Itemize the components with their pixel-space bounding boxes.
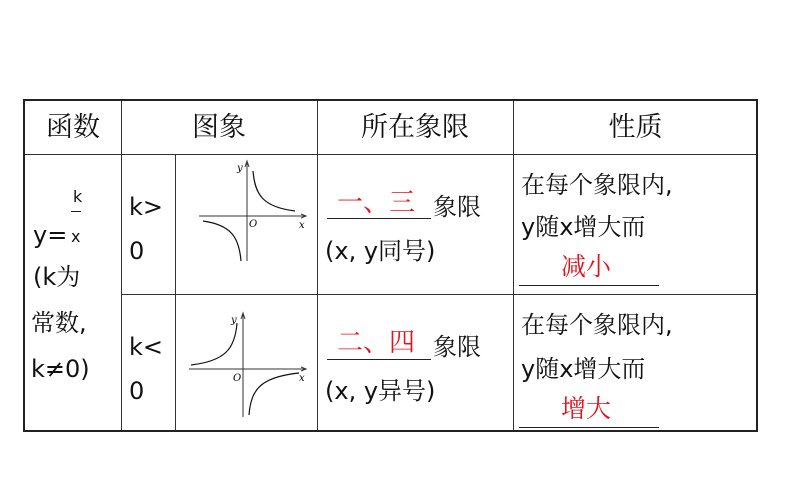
property-blank-1 [519, 285, 659, 286]
y-axis-label: y [231, 315, 237, 326]
function-table [23, 99, 758, 432]
sign-note-1: (x, y同号) [325, 237, 436, 265]
property-blank-2 [519, 427, 659, 428]
k-condition-1b: 0 [129, 237, 145, 265]
origin-label: O [249, 219, 258, 230]
function-prefix: y= [33, 221, 68, 249]
property-line-1a: 在每个象限内, [521, 171, 673, 199]
fraction-bar [71, 211, 81, 212]
property-line-1b: y随x增大而 [521, 213, 646, 241]
fraction-numerator: k [73, 187, 83, 206]
note-line-2: 常数, [31, 309, 87, 337]
k-condition-2a: k< [129, 333, 164, 361]
origin-label: O [233, 373, 242, 384]
x-axis-label: x [299, 220, 305, 231]
y-axis-label: y [237, 163, 243, 174]
graph-k-negative [185, 309, 313, 421]
row-divider [121, 294, 756, 295]
quadrant-suffix-1: 象限 [433, 193, 481, 221]
note-line-3: k≠0) [31, 355, 90, 383]
x-axis-label: x [299, 373, 305, 384]
property-answer-1: 减小 [561, 252, 612, 281]
quadrant-answer-2: 二、四 [337, 328, 416, 358]
header-graph: 图象 [192, 112, 246, 143]
sub-col-divider [175, 155, 176, 430]
function-cell [25, 155, 121, 432]
property-line-2b: y随x增大而 [521, 355, 646, 383]
sign-note-2: (x, y异号) [325, 377, 436, 405]
header-function: 函数 [46, 112, 100, 143]
property-line-2a: 在每个象限内, [521, 311, 673, 339]
k-condition-1a: k> [129, 193, 164, 221]
quadrant-suffix-2: 象限 [433, 333, 481, 361]
property-answer-2: 增大 [561, 394, 612, 423]
header-property: 性质 [608, 112, 663, 143]
quadrant-answer-1: 一、三 [337, 188, 416, 218]
fraction-denominator: x [71, 227, 81, 246]
note-line-1: (k为 [33, 263, 81, 291]
k-condition-2b: 0 [129, 377, 145, 405]
graph-k-positive [195, 157, 313, 267]
header-quadrant: 所在象限 [361, 112, 469, 143]
